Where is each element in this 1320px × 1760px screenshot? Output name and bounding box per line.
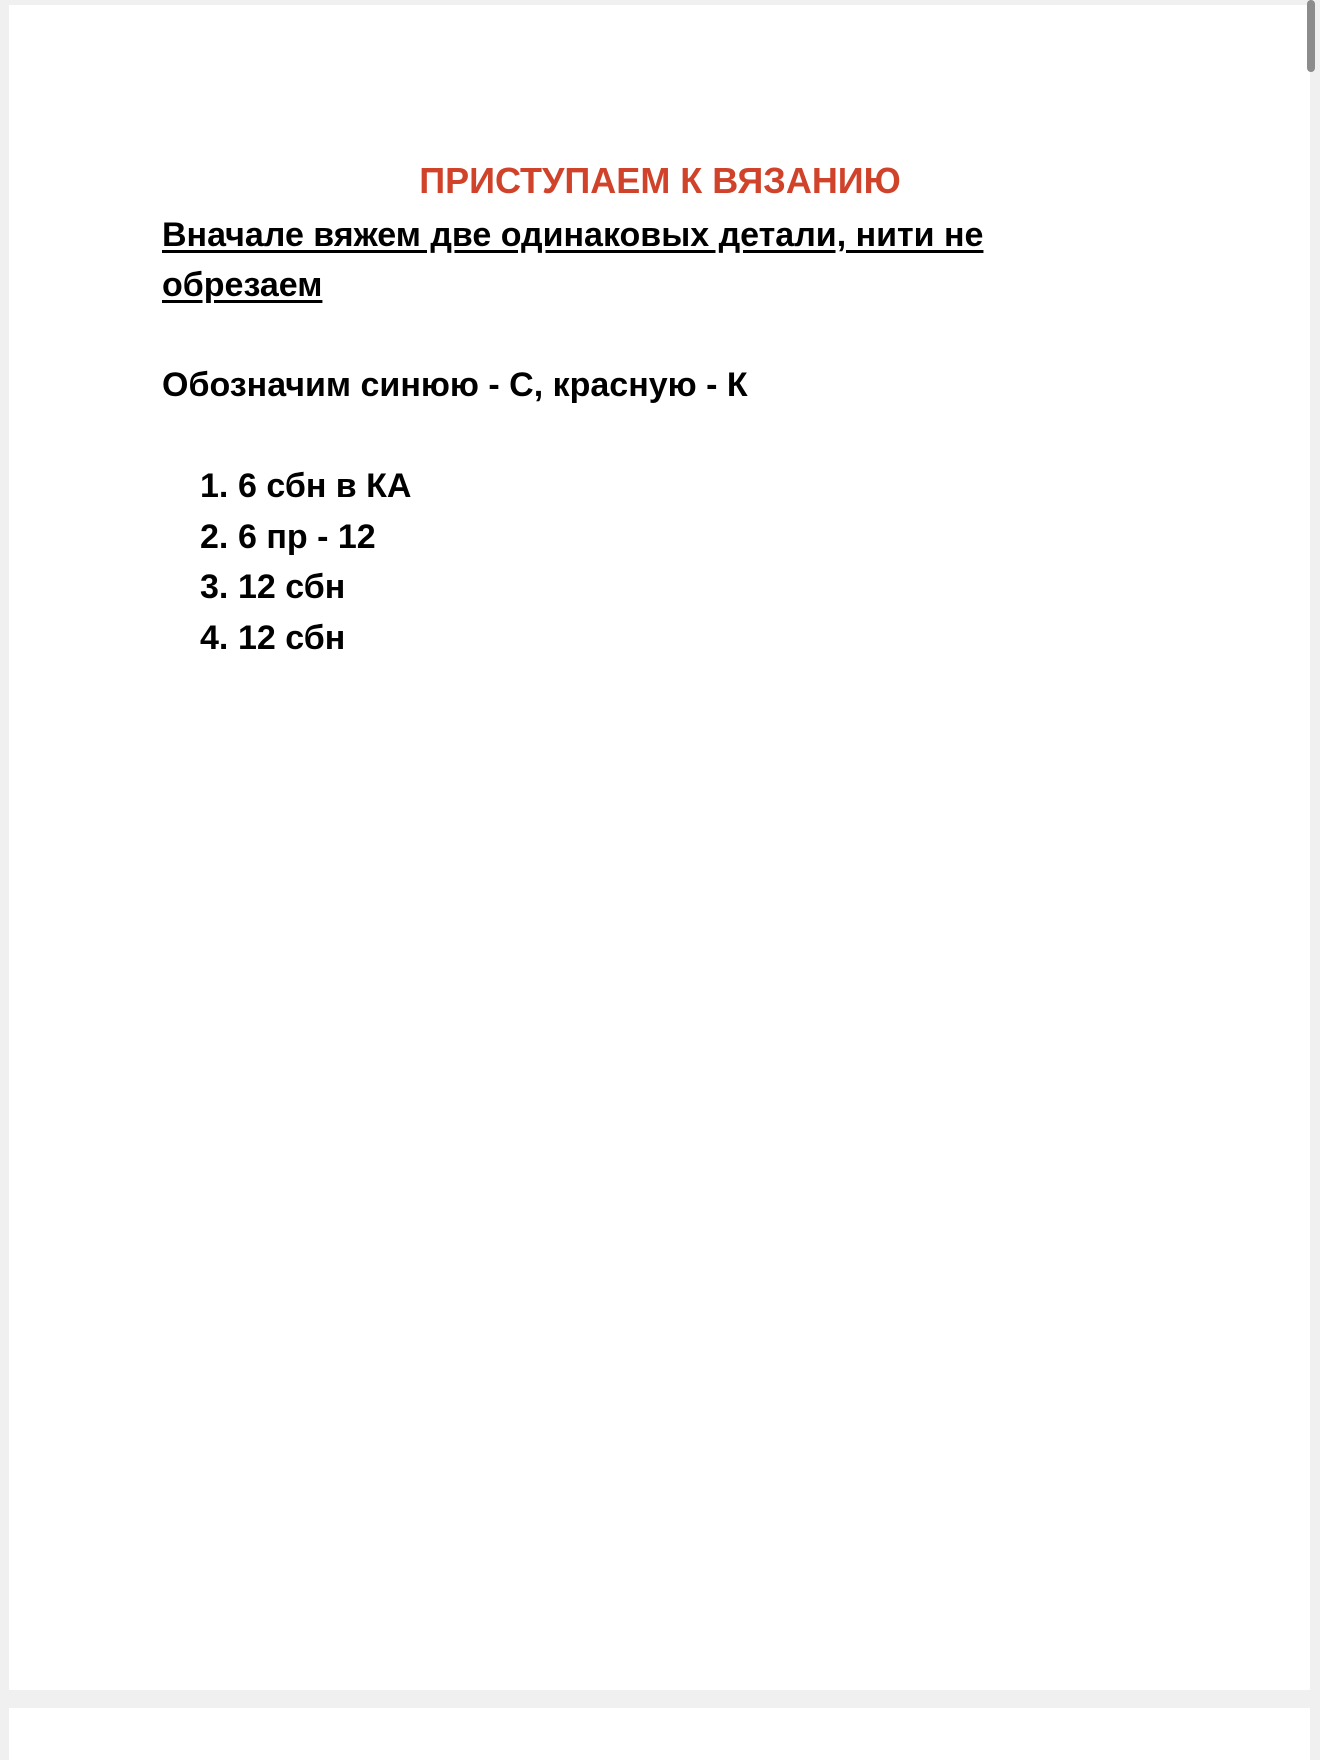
next-page — [9, 1708, 1310, 1760]
list-item — [200, 512, 411, 563]
list-item-number: 1. — [200, 467, 229, 505]
rows-list — [200, 461, 411, 663]
color-legend: Обозначим синюю - С, красную - К — [162, 366, 748, 404]
scrollbar-thumb[interactable] — [1307, 0, 1315, 72]
page-title: ПРИСТУПАЕМ К ВЯЗАНИЮ — [419, 160, 901, 201]
list-item-number: 2. — [200, 517, 229, 556]
list-item — [200, 613, 411, 664]
list-item — [200, 461, 411, 512]
subtitle: Вначале вяжем две одинаковых детали, нити не обрезаем — [162, 216, 984, 304]
list-item-number: 4. — [200, 618, 229, 657]
list-item-text: 6 пр - 12 — [238, 517, 376, 556]
list-item-number: 3. — [200, 568, 229, 606]
list-item-text: 12 сбн — [238, 568, 346, 606]
list-item — [200, 562, 411, 613]
list-item-text: 12 сбн — [238, 618, 346, 657]
list-item-text: 6 сбн в КА — [238, 467, 412, 505]
